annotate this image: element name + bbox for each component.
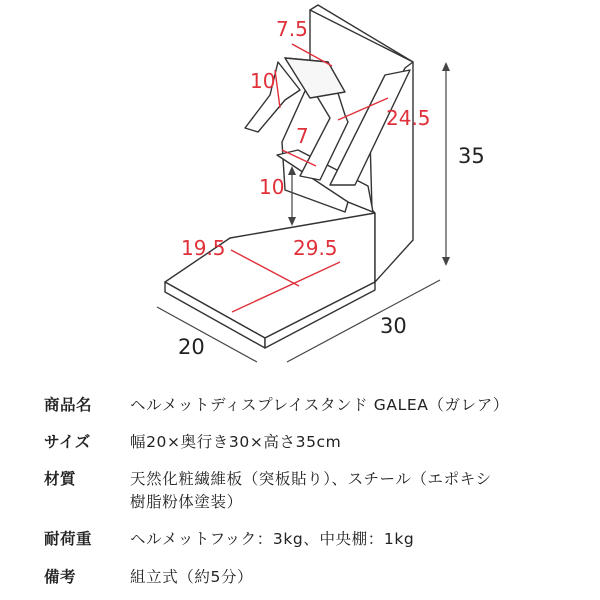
spec-label: 材質 (44, 470, 77, 488)
label-arm-length: 24.5 (386, 106, 431, 130)
label-base-depth: 19.5 (181, 236, 226, 260)
spec-label: 備考 (44, 568, 77, 586)
label-base-width: 29.5 (293, 236, 338, 260)
spec-value: 天然化粧繊維板（突板貼り）、スチール（エポキシ 樹脂粉体塗装） (130, 470, 492, 511)
spec-label: サイズ (44, 433, 91, 451)
spec-label: 耐荷重 (44, 530, 93, 548)
stand-outline (165, 5, 413, 348)
label-hook-depth: 10 (250, 69, 276, 93)
label-total-width: 30 (380, 314, 407, 338)
spec-value: 組立式（約5分） (130, 568, 254, 586)
label-shelf-gap: 10 (259, 175, 285, 199)
arrow-gap-bottom (288, 217, 296, 226)
spec-value: 幅20×奥行き30×高さ35cm (130, 433, 342, 451)
base-board-top (165, 213, 375, 338)
label-shelf-depth: 7 (296, 124, 309, 148)
label-hook-width: 7.5 (276, 17, 308, 41)
arrow-height-bottom (442, 257, 450, 266)
spec-value: ヘルメットフック：3kg、中央棚：1kg (130, 530, 415, 548)
arrow-height-top (442, 62, 450, 71)
label-total-height: 35 (458, 144, 485, 168)
label-total-depth: 20 (178, 335, 205, 359)
spec-value: ヘルメットディスプレイスタンド GALEA（ガレア） (130, 396, 509, 414)
spec-label: 商品名 (44, 396, 93, 414)
